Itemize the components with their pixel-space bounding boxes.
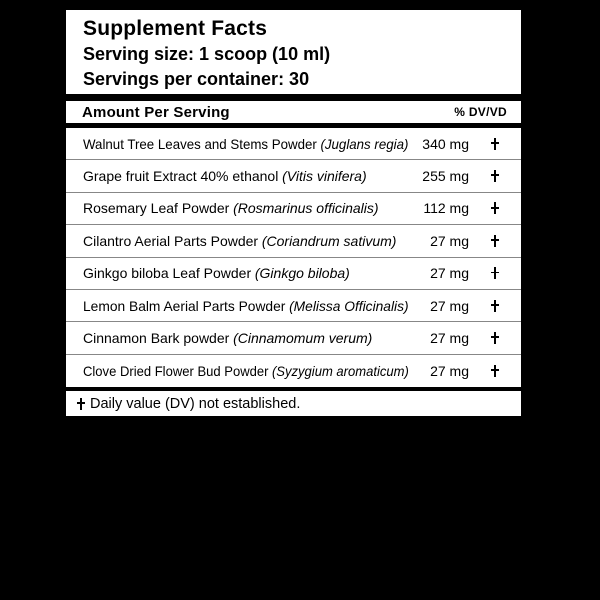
ingredient-name: Clove Dried Flower Bud Powder [83, 362, 269, 379]
ingredient-latin-name: (Cinnamomum verum) [233, 330, 373, 347]
ingredient-name: Cilantro Aerial Parts Powder [83, 232, 259, 249]
table-row [66, 193, 521, 225]
ingredient-name: Ginkgo biloba Leaf Powder [83, 265, 252, 282]
table-row [66, 128, 521, 160]
footnote-row [66, 391, 521, 416]
dagger-icon [491, 300, 499, 312]
column-header-bar [66, 101, 521, 123]
servings-per-container-line: Servings per container: 30 [83, 69, 310, 90]
ingredient-name: Rosemary Leaf Powder [83, 200, 230, 217]
dagger-icon [77, 398, 85, 410]
dv-cell [469, 235, 521, 247]
dv-cell [469, 170, 521, 182]
dv-cell [469, 138, 521, 150]
ingredient-amount: 27 mg [430, 330, 469, 347]
ingredient-name-cell [83, 265, 411, 281]
ingredient-name-cell [83, 363, 411, 379]
ingredient-amount: 27 mg [430, 265, 469, 282]
ingredient-name-cell [83, 200, 411, 216]
ingredient-name-cell [83, 168, 411, 184]
ingredient-amount: 255 mg [422, 168, 469, 185]
dagger-icon [491, 235, 499, 247]
ingredient-amount: 340 mg [422, 135, 469, 152]
supplement-facts-label [66, 10, 521, 416]
ingredient-name-cell [83, 330, 411, 346]
dv-cell [469, 202, 521, 214]
dv-column-header: % DV/VD [454, 105, 507, 119]
dagger-icon [491, 170, 499, 182]
ingredient-latin-name: (Rosmarinus officinalis) [233, 200, 379, 217]
ingredient-amount: 27 mg [430, 232, 469, 249]
table-row [66, 258, 521, 290]
table-row [66, 290, 521, 322]
ingredient-amount: 112 mg [423, 200, 469, 217]
ingredient-name-cell [83, 233, 411, 249]
ingredient-name-cell [83, 136, 411, 152]
ingredient-amount: 27 mg [430, 297, 469, 314]
dagger-icon [491, 332, 499, 344]
ingredient-latin-name: (Coriandrum sativum) [261, 232, 397, 249]
dagger-icon [491, 267, 499, 279]
dv-cell [469, 332, 521, 344]
ingredient-latin-name: (Ginkgo biloba) [254, 265, 350, 282]
ingredient-latin-name: (Syzygium aromaticum) [271, 362, 409, 379]
ingredient-name: Cinnamon Bark powder [83, 330, 230, 347]
dagger-icon [491, 365, 499, 377]
ingredient-name: Lemon Balm Aerial Parts Powder [83, 297, 286, 314]
dv-cell [469, 267, 521, 279]
footnote-text: Daily value (DV) not established. [90, 395, 301, 412]
ingredient-name: Walnut Tree Leaves and Stems Powder [83, 135, 317, 152]
dv-cell [469, 365, 521, 377]
ingredient-latin-name: (Vitis vinifera) [282, 168, 367, 185]
table-row [66, 160, 521, 192]
amount-per-serving-header: Amount Per Serving [82, 103, 230, 121]
label-header [66, 10, 521, 94]
ingredient-latin-name: (Juglans regia) [320, 135, 409, 152]
ingredient-name-cell [83, 298, 411, 314]
label-title: Supplement Facts [83, 17, 268, 40]
dagger-icon [491, 138, 499, 150]
dagger-icon [491, 202, 499, 214]
ingredient-table [66, 128, 521, 387]
dv-cell [469, 300, 521, 312]
ingredient-name: Grape fruit Extract 40% ethanol [83, 168, 279, 185]
table-row [66, 225, 521, 257]
ingredient-latin-name: (Melissa Officinalis) [289, 297, 409, 314]
serving-size-line: Serving size: 1 scoop (10 ml) [83, 44, 331, 65]
table-row [66, 355, 521, 387]
ingredient-amount: 27 mg [430, 362, 469, 379]
table-row [66, 322, 521, 354]
